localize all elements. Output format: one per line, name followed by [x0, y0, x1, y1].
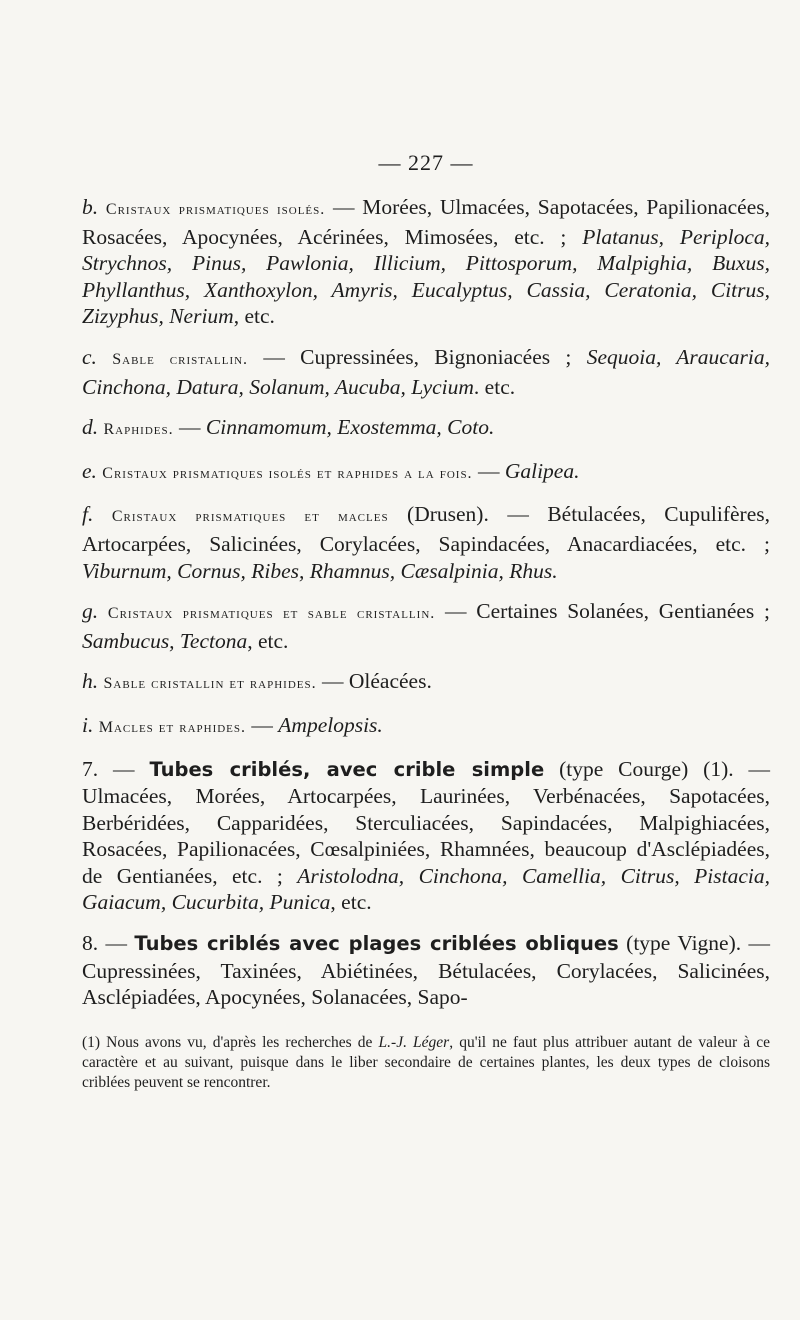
section-letter: i. — [82, 712, 94, 737]
section-text-end: , etc. — [330, 890, 372, 915]
section-letter: h. — [82, 669, 99, 694]
section-letter: e. — [82, 458, 97, 483]
section-d — [82, 414, 770, 444]
section-italic: Sambucus, Tectona — [82, 628, 248, 653]
section-number: 7. — — [82, 756, 150, 781]
section-letter: c. — [82, 344, 97, 369]
section-italic: Ampelopsis. — [278, 712, 383, 737]
footnote-text-end: , qu'il ne faut plus attribuer autant de valeur à ce caractère et au suivant, puisque dans le liber secondaire de certaines plantes, les deux types de cloisons criblées peuvent se rencontrer. — [82, 1033, 770, 1091]
section-letter: f. — [82, 502, 94, 527]
footnote — [82, 1033, 770, 1093]
section-letter: d. — [82, 415, 99, 440]
section-text-intro: (type Vigne). — — [618, 931, 771, 956]
section-heading: Tubes criblés, avec crible simple — [149, 757, 545, 781]
section-heading: Tubes criblés avec plages criblées obliques — [134, 932, 619, 956]
section-text-end: , etc. — [247, 628, 289, 653]
section-number: 8. — — [82, 931, 135, 956]
section-heading: Sable cristallin. — [112, 350, 249, 368]
section-text: Bétulacées, Cupulifères, Artocarpées, Salicinées, Corylacées, Sapindacées, Anacardiacées, etc. ; — [82, 502, 770, 556]
section-heading: Raphides. — [103, 421, 174, 439]
footnote-text: (1) Nous avons vu, d'après les recherches de — [82, 1033, 379, 1051]
section-italic: Viburnum, Cornus, Ribes, Rhamnus, Cæsalpinia, Rhus. — [82, 558, 558, 583]
section-letter: b. — [82, 195, 99, 219]
section-text-end: , etc. — [233, 304, 275, 329]
section-i — [82, 712, 770, 742]
section-italic: Platanus, Periploca, Strychnos, Pinus, Pawlonia, Illicium, Pittosporum, Malpighia, Buxus, Phyllanthus, Xanthoxylon, Amyris, Eucalyptus, Cassia, Ceratonia, Citrus, Zizyphus, Nerium — [82, 224, 771, 329]
section-h — [82, 668, 770, 698]
section-f — [82, 501, 770, 584]
section-e — [82, 458, 770, 488]
section-text: Morées, Ulmacées, Sapotacées, Papilionacées, Rosacées, Apocynées, Acérinées, Mimosées, etc. ; — [82, 195, 770, 249]
dash: — — [248, 344, 301, 369]
section-heading: Cristaux prismatiques et sable cristallin. — [107, 605, 436, 623]
section-text-end: . etc. — [473, 374, 516, 399]
section-text: Ulmacées, Morées, Artocarpées, Laurinées, Verbénacées, Sapotacées, Berbéridées, Capparidées, Sterculiacées, Sapindacées, Malpighiacées, Rosacées, Papilionacées, Cœsalpiniées, Rhamnées, beaucoup d'Asclépiadées, de Gentianées, etc. ; — [82, 784, 770, 888]
section-text: Cupressinées, Bignoniacées ; — [300, 344, 587, 369]
section-text-intro: (Drusen). — — [388, 502, 548, 527]
section-heading: Cristaux prismatiques isolés et raphides a la fois. — [102, 464, 473, 482]
dash: — — [173, 415, 206, 440]
section-text: Cupressinées, Taxinées, Abiétinées, Bétulacées, Corylacées, Salicinées, Asclépiadées, Apocynées, Solanacées, Sapo- — [82, 958, 770, 1010]
section-italic: Cinnamomum, Exostemma, Coto. — [205, 415, 495, 440]
section-b — [82, 194, 770, 330]
footnote-author: L.-J. Léger — [378, 1033, 450, 1051]
section-heading: Macles et raphides. — [98, 718, 247, 736]
section-italic: Sequoia, Araucaria, Cinchona, Datura, Solanum, Aucuba, Lycium — [82, 344, 771, 399]
dash: — — [435, 599, 477, 624]
section-text: Oléacées. — [348, 669, 432, 694]
section-letter: g. — [82, 599, 99, 624]
dash: — — [325, 195, 363, 219]
dash: — — [472, 458, 505, 483]
dash: — — [246, 712, 279, 737]
section-heading: Sable cristallin et raphides. — [103, 675, 317, 693]
section-8 — [82, 930, 770, 1011]
section-7 — [82, 756, 770, 917]
section-italic: Aristolodna, Cinchona, Camellia, Citrus, Pistacia, Gaiacum, Cucurbita, Punica — [82, 863, 770, 915]
section-text: Certaines Solanées, Gentianées ; — [476, 599, 771, 624]
page-number: — 227 — — [378, 150, 474, 175]
section-c — [82, 344, 770, 400]
section-text-intro: (type Courge) (1). — — [544, 756, 771, 781]
section-heading: Cristaux prismatiques et macles — [111, 508, 389, 526]
section-heading: Cristaux prismatiques isolés. — [105, 201, 326, 218]
dash: — — [316, 669, 349, 694]
section-italic: Galipea. — [504, 458, 580, 483]
section-g — [82, 598, 770, 654]
